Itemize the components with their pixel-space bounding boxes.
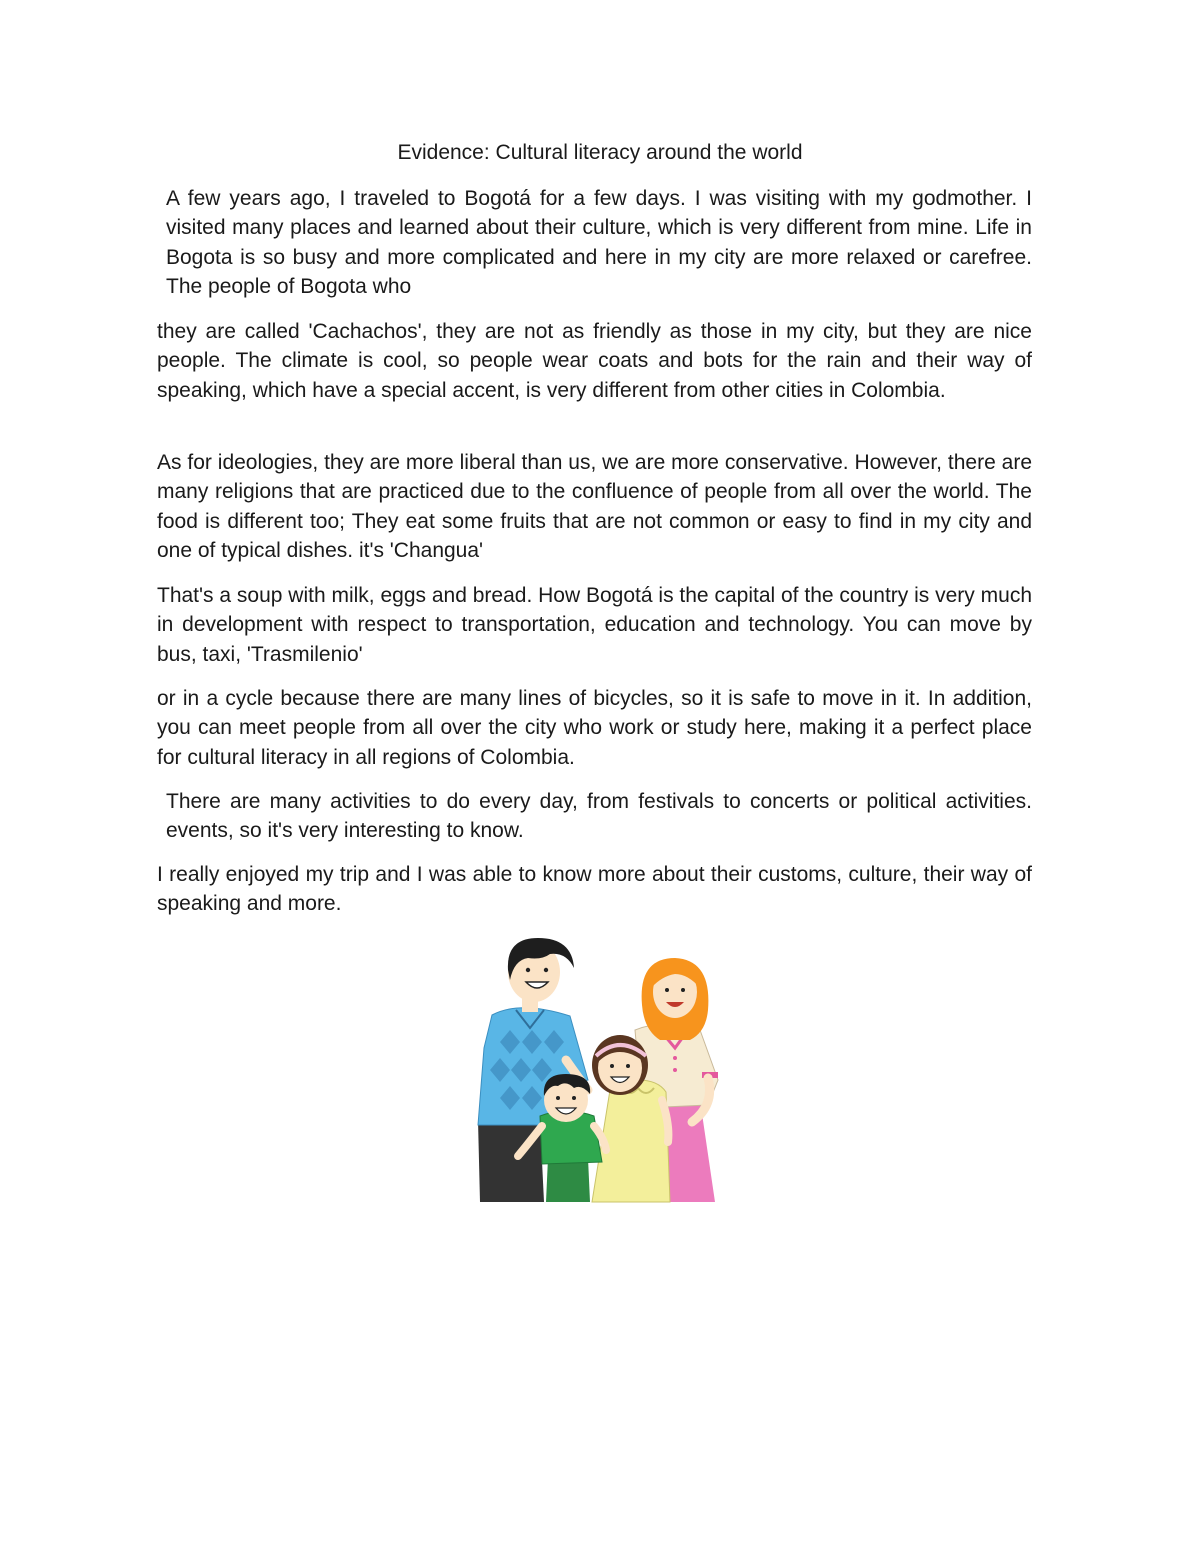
paragraph-3: As for ideologies, they are more liberal than us, we are more conservative. However, there are many religions that are practiced due to the confluence of people from all over the world. The food is different too; They eat some fruits that are not common or easy to find in my city and one of typical dishes. it's 'Changua' (157, 451, 1032, 563)
paragraph-1: A few years ago, I traveled to Bogotá for a few days. I was visiting with my godmother. I visited many places and learned about their culture, which is very different from mine. Life in Bogota is so busy and more complicated and here in my city are more relaxed or carefree. The people of Bogota who (166, 187, 1032, 299)
family-illustration (470, 930, 730, 1205)
document-title: Evidence: Cultural literacy around the world (397, 141, 803, 164)
paragraph-6: There are many activities to do every day, from festivals to concerts or political activities. events, so it's very interesting to know. (166, 790, 1032, 843)
paragraph-2: they are called 'Cachachos', they are not as friendly as those in my city, but they are nice people. The climate is cool, so people wear coats and bots for the rain and their way of speaking, which have a special accent, is very different from other cities in Colombia. (157, 320, 1032, 402)
paragraph-7: I really enjoyed my trip and I was able to know more about their customs, culture, their way of speaking and more. (157, 863, 1032, 916)
paragraph-5: or in a cycle because there are many lines of bicycles, so it is safe to move in it. In addition, you can meet people from all over the city who work or study here, making it a perfect place for cultural literacy in all regions of Colombia. (157, 687, 1032, 769)
paragraph-4: That's a soup with milk, eggs and bread. How Bogotá is the capital of the country is very much in development with respect to transportation, education and technology. You can move by bus, taxi, 'Trasmilenio' (157, 584, 1032, 666)
